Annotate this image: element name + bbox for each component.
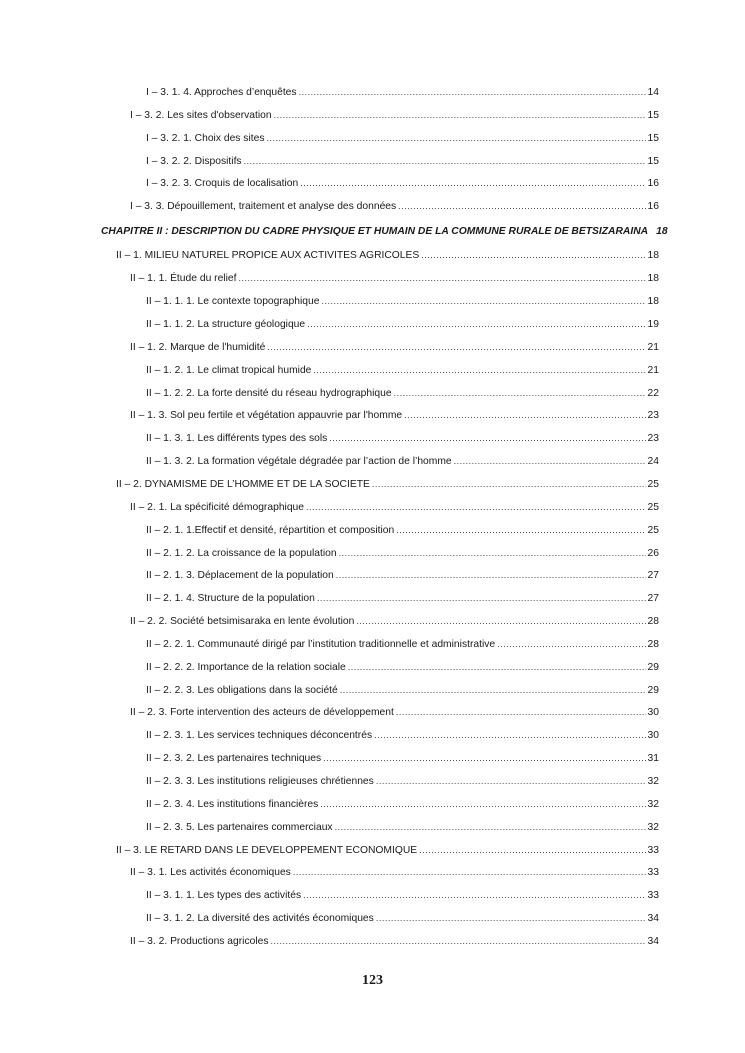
- toc-entry[interactable]: [130, 340, 659, 354]
- toc-leader-dots: [419, 843, 645, 857]
- toc-entry[interactable]: [146, 797, 659, 811]
- toc-entry[interactable]: [146, 454, 659, 468]
- toc-entry-page: 33: [647, 890, 659, 902]
- toc-entry-page: 33: [647, 844, 659, 856]
- toc-entry[interactable]: [146, 85, 659, 99]
- toc-leader-dots: [348, 660, 646, 674]
- toc-leader-dots: [320, 797, 645, 811]
- toc-entry-page: 18: [647, 273, 659, 285]
- toc-entry-page: 16: [647, 201, 659, 213]
- toc-entry[interactable]: [146, 176, 659, 190]
- toc-entry-page: 29: [647, 661, 659, 673]
- toc-entry[interactable]: [130, 705, 659, 719]
- toc-leader-dots: [421, 248, 645, 262]
- toc-entry-page: 22: [647, 387, 659, 399]
- toc-entry-title: I – 3. 2. 2. Dispositifs: [146, 155, 242, 167]
- toc-entry-page: 30: [647, 707, 659, 719]
- toc-leader-dots: [313, 363, 645, 377]
- toc-leader-dots: [335, 820, 646, 834]
- toc-entry-title: II – 1. 2. 2. La forte densité du réseau hydrographique: [146, 387, 392, 399]
- toc-leader-dots: [300, 176, 645, 190]
- toc-leader-dots: [323, 751, 645, 765]
- toc-leader-dots: [497, 637, 645, 651]
- toc-entry-page: 25: [647, 478, 659, 490]
- toc-entry-page: 15: [647, 109, 659, 121]
- toc-entry[interactable]: [146, 546, 659, 560]
- toc-entry-title: II – 2. 3. 2. Les partenaires techniques: [146, 753, 322, 765]
- toc-entry[interactable]: [146, 317, 659, 331]
- toc-entry-title: II – 2. 3. 4. Les institutions financières: [146, 798, 319, 810]
- toc-leader-dots: [404, 408, 645, 422]
- toc-leader-dots: [266, 131, 645, 145]
- toc-entry-title: II – 2. 1. 1.Effectif et densité, répartition et composition: [146, 524, 395, 536]
- toc-entry-page: 27: [647, 593, 659, 605]
- toc-entry-page: 29: [647, 684, 659, 696]
- toc-leader-dots: [376, 911, 646, 925]
- toc-entry[interactable]: [130, 865, 659, 879]
- toc-entry-page: 25: [647, 524, 659, 536]
- toc-entry-page: 31: [647, 753, 659, 765]
- toc-entry[interactable]: [101, 225, 668, 239]
- toc-leader-dots: [394, 386, 646, 400]
- toc-entry-title: II – 1. 1. 2. La structure géologique: [146, 319, 306, 330]
- toc-entry-page: 24: [647, 456, 659, 468]
- toc-entry-page: 16: [647, 178, 659, 190]
- toc-entry-title: II – 2. 3. 1. Les services techniques déconcentrés: [146, 730, 373, 742]
- toc-entry-title: I – 3. 1. 4. Approches d’enquêtes: [146, 87, 297, 98]
- toc-entry[interactable]: [146, 131, 659, 145]
- toc-entry-title: I – 3. 3. Dépouillement, traitement et analyse des données: [130, 201, 397, 213]
- toc-entry-title: CHAPITRE II : DESCRIPTION DU CADRE PHYSIQUE ET HUMAIN DE LA COMMUNE RURALE DE BETSIZARAINA: [101, 226, 649, 238]
- toc-entry[interactable]: [146, 294, 659, 308]
- toc-entry-page: 21: [647, 341, 659, 353]
- toc-entry-title: II – 3. 1. Les activités économiques: [130, 867, 291, 879]
- toc-leader-dots: [336, 568, 646, 582]
- toc-leader-dots: [376, 774, 646, 788]
- toc-entry-title: II – 2. 2. 2. Importance de la relation sociale: [146, 661, 346, 673]
- toc-entry-page: 25: [647, 501, 659, 513]
- toc-entry[interactable]: [146, 637, 659, 651]
- toc-entry[interactable]: [130, 614, 659, 628]
- toc-entry-title: II – 3. 1. 2. La diversité des activités économiques: [146, 913, 374, 925]
- toc-leader-dots: [306, 500, 646, 514]
- toc-entry-page: 34: [647, 935, 659, 947]
- toc-entry-title: II – 1. 3. Sol peu fertile et végétation appauvrie par l'homme: [130, 410, 403, 422]
- toc-entry-page: 32: [647, 798, 659, 810]
- toc-entry[interactable]: [130, 408, 659, 422]
- toc-entry[interactable]: [146, 431, 659, 445]
- toc-entry[interactable]: [146, 660, 659, 674]
- toc-leader-dots: [307, 317, 645, 331]
- toc-leader-dots: [396, 523, 645, 537]
- toc-entry[interactable]: [130, 934, 659, 948]
- toc-leader-dots: [329, 431, 645, 445]
- toc-entry-page: 14: [647, 87, 659, 98]
- toc-entry-title: II – 1. 2. Marque de l'humidité: [130, 341, 266, 353]
- toc-entry-page: 21: [647, 364, 659, 376]
- toc-entry[interactable]: [146, 154, 659, 168]
- toc-entry-page: 15: [647, 132, 659, 144]
- toc-leader-dots: [339, 546, 646, 560]
- toc-entry-title: II – 2. 3. 3. Les institutions religieuses chrétiennes: [146, 776, 374, 787]
- toc-entry-title: II – 2. 2. 3. Les obligations dans la société: [146, 684, 338, 696]
- toc-entry-title: II – 2. 2. Société betsimisaraka en lente évolution: [130, 616, 355, 628]
- toc-entry-page: 28: [647, 616, 659, 628]
- toc-leader-dots: [321, 294, 645, 308]
- toc-entry-page: 26: [647, 547, 659, 559]
- toc-entry-title: II – 1. 3. 2. La formation végétale dégradée par l’action de l’homme: [146, 456, 452, 468]
- toc-entry-page: 18: [647, 296, 659, 308]
- toc-entry[interactable]: [130, 271, 659, 285]
- toc-leader-dots: [396, 705, 646, 719]
- page-number: 123: [362, 973, 383, 988]
- toc-entry-title: II – 1. 1. 1. Le contexte topographique: [146, 296, 320, 308]
- toc-leader-dots: [374, 728, 645, 742]
- toc-entry-page: 15: [647, 155, 659, 167]
- toc-entry-page: 32: [647, 821, 659, 833]
- toc-entry[interactable]: [146, 363, 659, 377]
- toc-entry[interactable]: [146, 591, 659, 605]
- toc-leader-dots: [317, 591, 646, 605]
- toc-entry-title: II – 2. 1. 4. Structure de la population: [146, 593, 315, 605]
- toc-entry-title: II – 1. 2. 1. Le climat tropical humide: [146, 364, 312, 376]
- toc-entry-title: II – 1. 3. 1. Les différents types des sols: [146, 433, 328, 445]
- toc-entry-title: II – 2. DYNAMISME DE L’HOMME ET DE LA SOCIETE: [116, 478, 370, 490]
- toc-entry[interactable]: [146, 774, 659, 788]
- toc-entry[interactable]: [146, 820, 659, 834]
- toc-entry-page: 18: [647, 250, 659, 262]
- toc-entry[interactable]: [146, 568, 659, 582]
- toc-entry[interactable]: [116, 477, 659, 491]
- toc-leader-dots: [372, 477, 646, 491]
- toc-entry[interactable]: [146, 683, 659, 697]
- toc-entry-title: II – 2. 1. 2. La croissance de la population: [146, 547, 337, 559]
- toc-entry-title: II – 3. 1. 1. Les types des activités: [146, 890, 302, 902]
- toc-entry-page: 33: [647, 867, 659, 879]
- toc-entry-title: II – 1. 1. Étude du relief: [130, 273, 237, 285]
- toc-leader-dots: [267, 340, 645, 354]
- toc-entry[interactable]: [130, 108, 659, 122]
- toc-entry-title: I – 3. 2. Les sites d'observation: [130, 109, 272, 121]
- toc-entry[interactable]: [146, 386, 659, 400]
- toc-leader-dots: [299, 85, 646, 99]
- toc-leader-dots: [398, 199, 645, 213]
- toc-entry[interactable]: [146, 751, 659, 765]
- toc-entry[interactable]: [146, 728, 659, 742]
- toc-entry-page: 23: [647, 433, 659, 445]
- toc-entry-page: 19: [647, 319, 659, 330]
- toc-entry-title: II – 2. 2. 1. Communauté dirigé par l’institution traditionnelle et administrative: [146, 638, 496, 650]
- toc-leader-dots: [238, 271, 645, 285]
- toc-leader-dots: [454, 454, 646, 468]
- toc-entry-title: II – 1. MILIEU NATUREL PROPICE AUX ACTIVITES AGRICOLES: [116, 250, 420, 262]
- toc-leader-dots: [303, 888, 645, 902]
- toc-entry[interactable]: [146, 911, 659, 925]
- toc-leader-dots: [271, 934, 646, 948]
- toc-entry-page: 34: [647, 913, 659, 925]
- toc-leader-dots: [356, 614, 645, 628]
- toc-entry-title: I – 3. 2. 1. Choix des sites: [146, 132, 265, 144]
- toc-leader-dots: [274, 108, 646, 122]
- toc-entry-title: II – 2. 1. La spécificité démographique: [130, 501, 305, 513]
- toc-leader-dots: [340, 683, 646, 697]
- toc-entry[interactable]: [130, 199, 659, 213]
- toc-entry-title: II – 2. 1. 3. Déplacement de la population: [146, 570, 334, 582]
- toc-entry-page: 30: [647, 730, 659, 742]
- toc-entry-page: 23: [647, 410, 659, 422]
- toc-entry[interactable]: [116, 843, 659, 857]
- toc-entry[interactable]: [146, 888, 659, 902]
- toc-entry-title: II – 3. LE RETARD DANS LE DEVELOPPEMENT ECONOMIQUE: [116, 844, 418, 856]
- toc-entry-title: II – 3. 2. Productions agricoles: [130, 935, 269, 947]
- toc-leader-dots: [244, 154, 646, 168]
- toc-entry[interactable]: [146, 523, 659, 537]
- toc-entry[interactable]: [130, 500, 659, 514]
- toc-entry[interactable]: [116, 248, 659, 262]
- toc-leader-dots: [293, 865, 646, 879]
- toc-entry-title: II – 2. 3. Forte intervention des acteurs de développement: [130, 707, 394, 719]
- toc-entry-title: II – 2. 3. 5. Les partenaires commerciaux: [146, 821, 333, 833]
- toc-entry-title: I – 3. 2. 3. Croquis de localisation: [146, 178, 299, 190]
- toc-entry-page: 18: [656, 226, 668, 238]
- toc-entry-page: 28: [647, 638, 659, 650]
- toc-entry-page: 32: [647, 776, 659, 787]
- toc-entry-page: 27: [647, 570, 659, 582]
